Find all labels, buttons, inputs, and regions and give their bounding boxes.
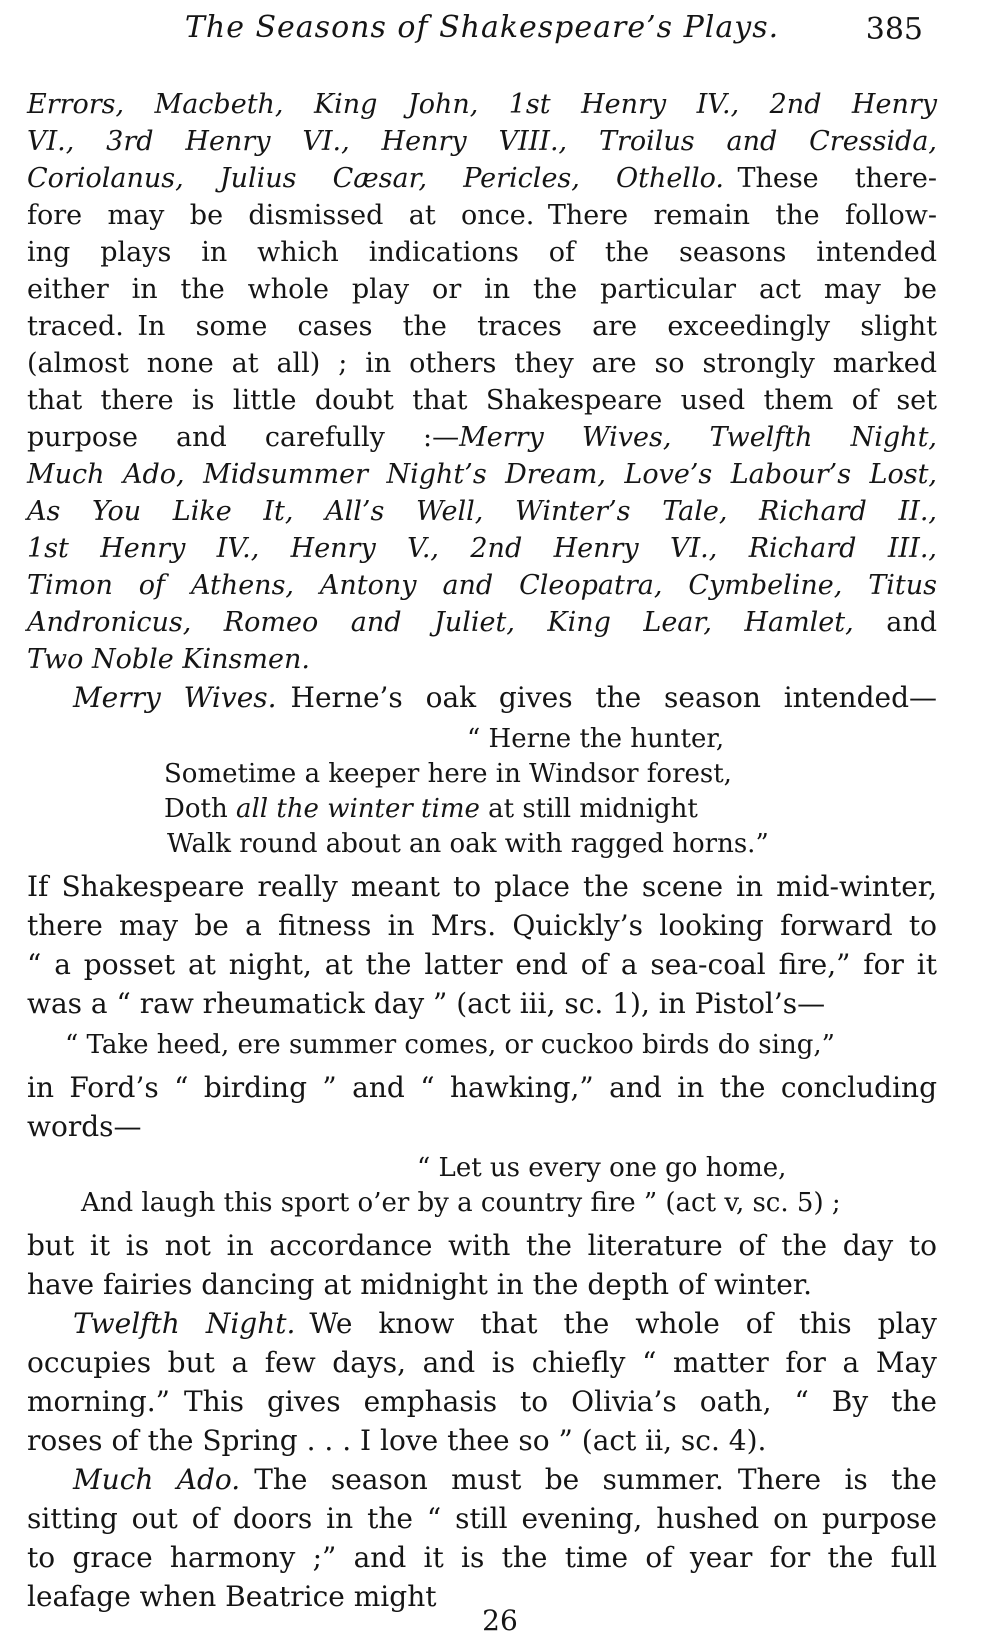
text-line: Merry Wives. Herne’s oak gives the season intended— [73,681,937,714]
text-line: either in the whole play or in the particular act may be [27,274,937,305]
text-line: Timon of Athens, Antony and Cleopatra, Cymbeline, Titus [27,570,937,601]
text-line: 1st Henry IV., Henry V., 2nd Henry VI., Richard III., [27,533,937,564]
running-head [27,10,937,54]
text-line: sitting out of doors in the “ still evening, hushed on purpose [27,1502,937,1535]
text-line: “ Take heed, ere summer comes, or cuckoo birds do sing,” [65,1030,835,1060]
paragraph-if-shakespeare [27,867,937,1023]
text-line: “ Let us every one go home, [417,1153,787,1183]
text-line: Two Noble Kinsmen. [27,644,310,675]
text-line: occupies but a few days, and is chiefly “ matter for a May [27,1346,937,1379]
paragraph-plays-list [27,86,937,678]
text-line: that there is little doubt that Shakespeare used them of set [27,385,937,416]
text-line: leafage when Beatrice might [27,1580,437,1613]
text-line: but it is not in accordance with the literature of the day to [27,1229,937,1262]
text-line: “ a posset at night, at the latter end of a sea-coal fire,” for it [27,948,937,981]
text-line: Doth all the winter time at still midnight [164,794,698,824]
verse-herne-the-hunter [27,722,937,862]
text-line: Much Ado. The season must be summer. There is the [73,1463,937,1496]
verse-let-us-every-one [27,1151,937,1221]
text-line: in Ford’s “ birding ” and “ hawking,” and in the concluding [27,1071,937,1104]
text-line: Twelfth Night. We know that the whole of this play [73,1307,937,1340]
text-line: Walk round about an oak with ragged horns.” [167,829,769,859]
text-line: “ Herne the hunter, [467,724,725,754]
page-body [27,86,937,1616]
paragraph-merry-wives [27,678,937,717]
page-number: 385 [865,12,923,47]
text-line: purpose and carefully :—Merry Wives, Twelfth Night, [27,422,937,453]
text-line: As You Like It, All’s Well, Winter’s Tale, Richard II., [27,496,937,527]
text-line: Andronicus, Romeo and Juliet, King Lear, Hamlet, and [27,607,937,638]
text-line: traced. In some cases the traces are exceedingly slight [27,311,937,342]
text-line: Sometime a keeper here in Windsor forest, [164,759,732,789]
text-line: And laugh this sport o’er by a country fire ” (act v, sc. 5) ; [81,1188,841,1218]
text-line: to grace harmony ;” and it is the time of year for the full [27,1541,937,1574]
text-line: (almost none at all) ; in others they are so strongly marked [27,348,937,379]
paragraph-twelfth-night [27,1304,937,1460]
text-line: If Shakespeare really meant to place the scene in mid-winter, [27,870,937,903]
text-line: have fairies dancing at midnight in the depth of winter. [27,1268,813,1301]
verse-take-heed [27,1028,937,1063]
text-line: there may be a fitness in Mrs. Quickly’s looking forward to [27,909,937,942]
text-line: was a “ raw rheumatick day ” (act iii, sc. 1), in Pistol’s— [27,987,826,1020]
page-title: The Seasons of Shakespeare’s Plays. [184,10,780,45]
paragraph-much-ado [27,1460,937,1616]
text-line: Errors, Macbeth, King John, 1st Henry IV., 2nd Henry [27,89,937,120]
text-line: roses of the Spring . . . I love thee so ” (act ii, sc. 4). [27,1424,767,1457]
text-line: morning.” This gives emphasis to Olivia’s oath, “ By the [27,1385,937,1418]
text-line: fore may be dismissed at once. There remain the follow- [27,200,937,231]
paragraph-in-fords [27,1068,937,1146]
paragraph-but-it-is-not [27,1226,937,1304]
text-line: Much Ado, Midsummer Night’s Dream, Love’s Labour’s Lost, [27,459,937,490]
text-line: words— [27,1110,142,1143]
text-line: VI., 3rd Henry VI., Henry VIII., Troilus and Cressida, [27,126,937,157]
text-line: ing plays in which indications of the seasons intended [27,237,937,268]
signature-mark: 26 [482,1604,518,1633]
text-line: Coriolanus, Julius Cæsar, Pericles, Othello. These there- [27,163,937,194]
